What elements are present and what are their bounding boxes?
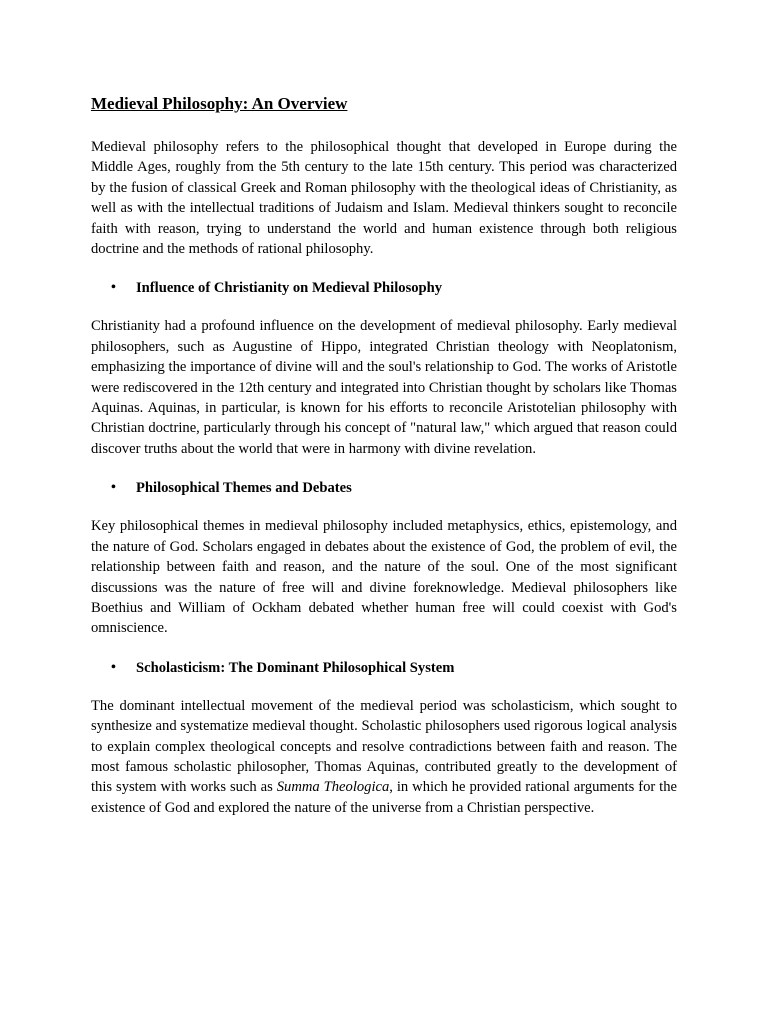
intro-paragraph: Medieval philosophy refers to the philosophical thought that developed in Europe during the Middle Ages, roughly from the 5th century to the late 15th century. This period was characterized by the fusion of classical Greek and Roman philosophy with the theological ideas of Christianity, as well as with the intellectual traditions of Judaism and Islam. Medieval thinkers sought to reconcile faith with reason, trying to understand the world and human existence through both religious doctrine and the methods of rational philosophy. — [91, 139, 677, 258]
section-heading-label: Influence of Christianity on Medieval Philosophy — [136, 280, 443, 297]
section-paragraph-scholasticism — [91, 696, 677, 818]
bullet-icon: • — [111, 480, 116, 496]
section-paragraph-christianity: Christianity had a profound influence on the development of medieval philosophy. Early medieval philosophers, such as Augustine of Hippo, integrated Christian theology with Neoplatonism, emphasizing the importance of divine will and the soul's relationship to God. The works of Aristotle were rediscovered in the 12th century and integrated into Christian thought by scholars like Thomas Aquinas. Aquinas, in particular, is known for his efforts to reconcile Aristotelian philosophy with Christian doctrine, particularly through his concept of "natural law," which argued that reason could discover truths about the world that were in harmony with divine revelation. — [91, 318, 677, 457]
section-heading-themes — [91, 478, 677, 498]
paragraph-text-after: , in which he provided rational arguments for the existence of God and explored the nature of the universe from a Christian perspective. — [91, 779, 677, 816]
section-heading-scholasticism — [91, 658, 677, 678]
section-heading-christianity — [91, 278, 677, 298]
book-title-summa: Summa Theologica — [276, 779, 390, 796]
section-heading-label: Philosophical Themes and Debates — [136, 480, 352, 497]
document-page — [91, 93, 677, 818]
bullet-icon: • — [111, 659, 116, 675]
document-title: Medieval Philosophy: An Overview — [91, 94, 348, 113]
paragraph-text-before: The dominant intellectual movement of the medieval period was scholasticism, which sought to synthesize and systematize medieval thought. Scholastic philosophers used rigorous logical analysis to explain complex theological concepts and resolve contradictions between faith and reason. The most famous scholastic philosopher, Thomas Aquinas, contributed greatly to the development of this system with works such as — [91, 697, 677, 796]
section-paragraph-themes: Key philosophical themes in medieval philosophy included metaphysics, ethics, epistemology, and the nature of God. Scholars engaged in debates about the existence of God, the problem of evil, the relationship between faith and reason, and the nature of the soul. One of the most significant discussions was the nature of free will and divine foreknowledge. Medieval philosophers like Boethius and William of Ockham debated whether human free will could coexist with God's omniscience. — [91, 518, 677, 637]
bullet-icon: • — [111, 280, 116, 296]
section-heading-label: Scholasticism: The Dominant Philosophical System — [136, 659, 455, 676]
